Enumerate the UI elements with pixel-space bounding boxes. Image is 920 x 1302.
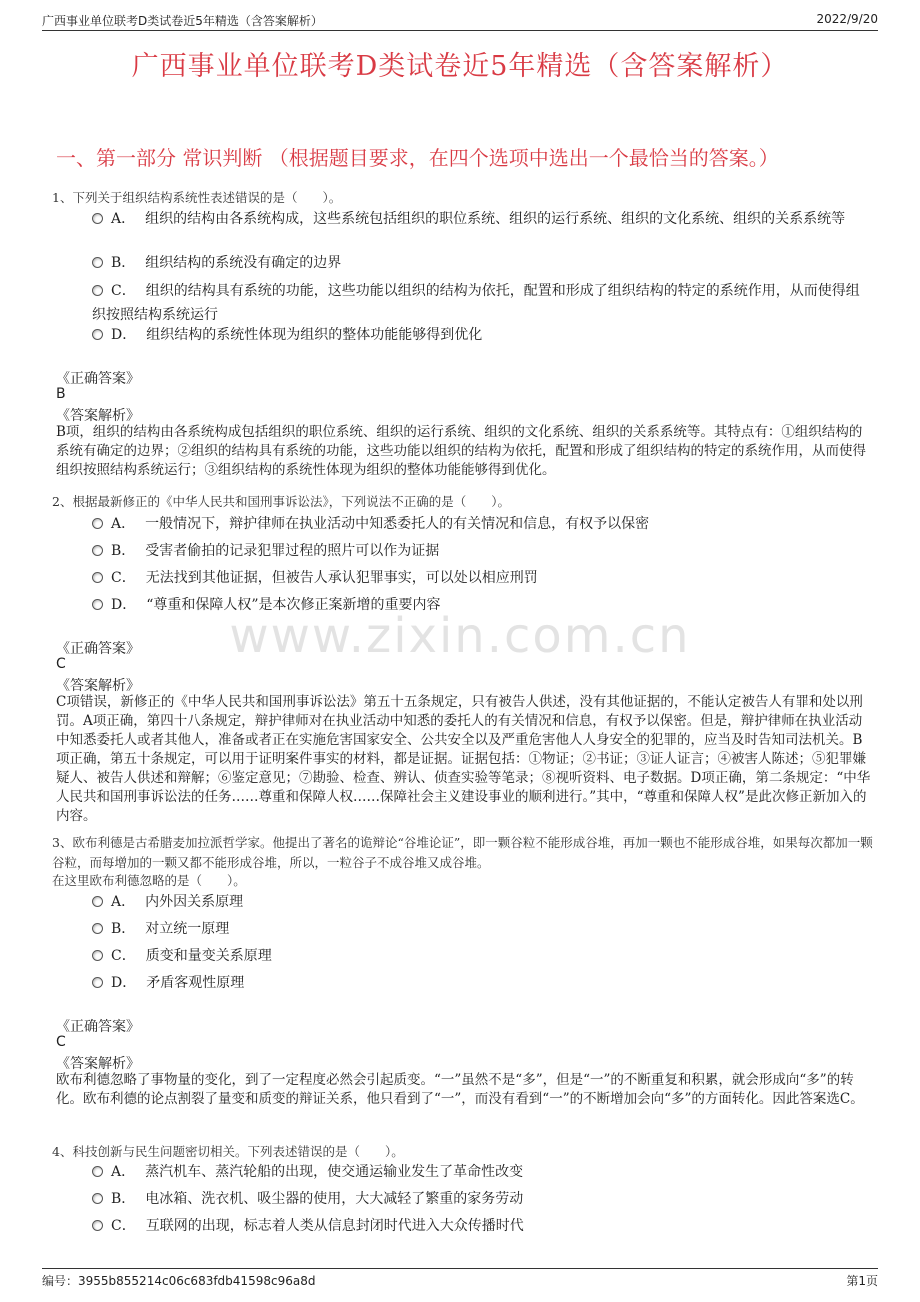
radio-icon[interactable]: [92, 977, 103, 988]
answer-label: 《正确答案》: [56, 1019, 140, 1035]
answer-label: 《正确答案》: [56, 371, 140, 387]
question-3-stem-2: 在这里欧布利德忽略的是（ ）。: [52, 873, 246, 888]
question-1-option-c[interactable]: C． 组织的结构具有系统的功能，这些功能以组织的结构为依托，配置和形成了组织结构的特定的系统作用，从而使得组织按照结构系统运行: [92, 283, 860, 323]
radio-icon[interactable]: [92, 285, 103, 296]
footer-doc-id: 编号：3955b855214c06c683fdb41598c96a8d: [42, 1274, 316, 1288]
radio-icon[interactable]: [92, 257, 103, 268]
header-doc-title: 广西事业单位联考D类试卷近5年精选（含答案解析）: [42, 14, 323, 28]
page-footer: [42, 1268, 878, 1291]
question-4-option-a[interactable]: A． 蒸汽机车、蒸汽轮船的出现，使交通运输业发生了革命性改变: [92, 1160, 870, 1184]
radio-icon[interactable]: [92, 950, 103, 961]
question-1-option-a[interactable]: A． 组织的结构由各系统构成，这些系统包括组织的职位系统、组织的运行系统、组织的文化系统、组织的关系系统等: [92, 207, 870, 231]
question-4-option-b[interactable]: B． 电冰箱、洗衣机、吸尘器的使用，大大减轻了繁重的家务劳动: [92, 1187, 870, 1211]
question-3-option-a[interactable]: A． 内外因关系原理: [92, 890, 870, 914]
radio-icon[interactable]: [92, 1193, 103, 1204]
page-header: [42, 10, 878, 31]
question-2-stem: 2、根据最新修正的《中华人民共和国刑事诉讼法》，下列说法不正确的是（ ）。: [52, 494, 510, 509]
analysis-label: 《答案解析》: [56, 1056, 140, 1072]
question-1-stem: 1、下列关于组织结构系统性表述错误的是（ ）。: [52, 190, 342, 205]
analysis-label: 《答案解析》: [56, 408, 140, 424]
footer-page-number: 第1页: [846, 1274, 878, 1288]
question-2-option-c[interactable]: C． 无法找到其他证据，但被告人承认犯罪事实，可以处以相应刑罚: [92, 566, 870, 590]
question-1-analysis: B项，组织的结构由各系统构成包括组织的职位系统、组织的运行系统、组织的文化系统、组织的关系系统等。其特点有：①组织结构的系统有确定的边界；②组织的结构具有系统的功能，这些功能以组织的结构为依托，配置和形成了组织结构的特定的系统作用，从而使得组织按照结构系统运行；③组织结构的系统性体现为组织的整体功能能够得到优化。: [56, 424, 866, 478]
answer-label: 《正确答案》: [56, 641, 140, 657]
radio-icon[interactable]: [92, 1220, 103, 1231]
question-3-option-c[interactable]: C． 质变和量变关系原理: [92, 944, 870, 968]
question-2-analysis: C项错误，新修正的《中华人民共和国刑事诉讼法》第五十五条规定，只有被告人供述，没有其他证据的，不能认定被告人有罪和处以刑罚。A项正确，第四十八条规定，辩护律师对在执业活动中知悉的委托人的有关情况和信息，有权予以保密。但是，辩护律师在执业活动中知悉委托人或者其他人，准备或者正在实施危害国家安全、公共安全以及严重危害他人人身安全的犯罪的，应当及时告知司法机关。B项正确，第五十条规定，可以用于证明案件事实的材料，都是证据。证据包括：①物证；②书证；③证人证言；④被害人陈述；⑤犯罪嫌疑人、被告人供述和辩解；⑥鉴定意见；⑦勘验、检查、辨认、侦查实验等笔录；⑧视听资料、电子数据。D项正确，第二条规定：“中华人民共和国刑事诉讼法的任务……尊重和保障人权……保障社会主义建设事业的顺利进行。”其中，“尊重和保障人权”是此次修正新加入的内容。: [56, 694, 871, 824]
question-4-option-c[interactable]: C． 互联网的出现，标志着人类从信息封闭时代进入大众传播时代: [92, 1214, 870, 1238]
question-3-option-d[interactable]: D． 矛盾客观性原理: [92, 971, 870, 995]
document-title: 广西事业单位联考D类试卷近5年精选（含答案解析）: [131, 51, 789, 82]
radio-icon[interactable]: [92, 599, 103, 610]
question-3-stem: 3、欧布利德是古希腊麦加拉派哲学家。他提出了著名的诡辩论“谷堆论证”，即一颗谷粒不能形成谷堆，再加一颗也不能形成谷堆，如果每次都加一颗谷粒，而每增加的一颗又都不能形成谷堆，所以，一粒谷子不成谷堆又成谷堆。: [52, 835, 873, 870]
question-1-option-b[interactable]: B． 组织结构的系统没有确定的边界: [92, 251, 870, 275]
question-4-stem: 4、科技创新与民生问题密切相关。下列表述错误的是（ ）。: [52, 1144, 404, 1159]
header-date: 2022/9/20: [816, 12, 878, 26]
radio-icon[interactable]: [92, 896, 103, 907]
question-1-answer: B: [56, 386, 66, 402]
radio-icon[interactable]: [92, 518, 103, 529]
radio-icon[interactable]: [92, 545, 103, 556]
question-3-analysis: 欧布利德忽略了事物量的变化，到了一定程度必然会引起质变。“一”虽然不是“多”，但是“一”的不断重复和积累，就会形成向“多”的转化。欧布利德的论点割裂了量变和质变的辩证关系，他只看到了“一”，而没有看到“一”的不断增加会向“多”的方面转化。因此答案选C。: [56, 1072, 864, 1107]
radio-icon[interactable]: [92, 1166, 103, 1177]
question-2-option-a[interactable]: A． 一般情况下，辩护律师在执业活动中知悉委托人的有关情况和信息，有权予以保密: [92, 512, 870, 536]
question-3-answer: C: [56, 1034, 66, 1050]
radio-icon[interactable]: [92, 329, 103, 340]
radio-icon[interactable]: [92, 923, 103, 934]
section-heading: 一、第一部分 常识判断 （根据题目要求，在四个选项中选出一个最恰当的答案。）: [56, 146, 779, 170]
radio-icon[interactable]: [92, 213, 103, 224]
analysis-label: 《答案解析》: [56, 678, 140, 694]
watermark: www.zixin.com.cn: [229, 608, 691, 664]
question-3-option-b[interactable]: B． 对立统一原理: [92, 917, 870, 941]
question-2-answer: C: [56, 656, 66, 672]
question-2-option-b[interactable]: B． 受害者偷拍的记录犯罪过程的照片可以作为证据: [92, 539, 870, 563]
question-1-option-d[interactable]: D． 组织结构的系统性体现为组织的整体功能能够得到优化: [92, 323, 870, 347]
question-2-option-d[interactable]: D． “尊重和保障人权”是本次修正案新增的重要内容: [92, 593, 870, 617]
radio-icon[interactable]: [92, 572, 103, 583]
